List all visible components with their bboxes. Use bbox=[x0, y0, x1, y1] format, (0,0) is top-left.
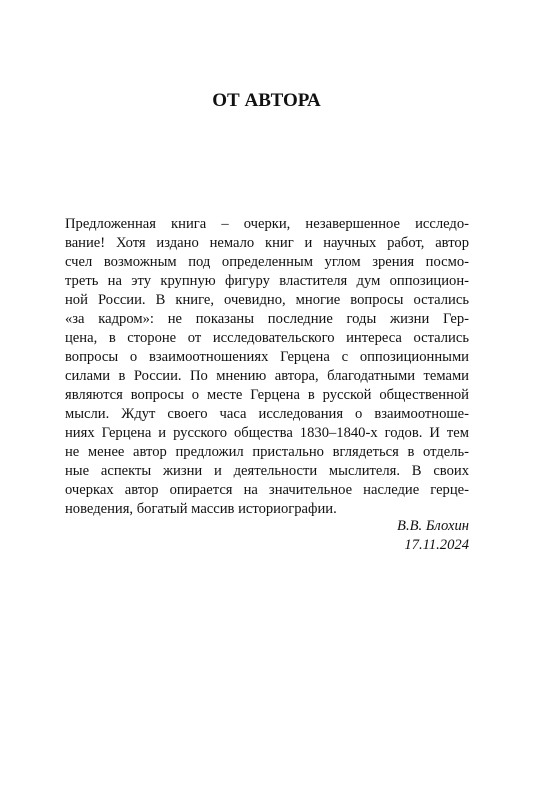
paragraph-line: Предложенная книга – очерки, незавершенное исследо- bbox=[65, 216, 469, 232]
paragraph-line: не менее автор предложил пристально вглядеться в отдель- bbox=[65, 444, 469, 460]
paragraph-line: вание! Хотя издано немало книг и научных работ, автор bbox=[65, 235, 469, 251]
preface-paragraph bbox=[65, 215, 469, 519]
author-name: В.В. Блохин bbox=[397, 518, 469, 534]
paragraph-line: ные аспекты жизни и деятельности мыслителя. В своих bbox=[65, 463, 469, 479]
paragraph-line: вопросы о взаимоотношениях Герцена с оппозиционными bbox=[65, 349, 469, 365]
paragraph-line: очерках автор опирается на значительное наследие герце- bbox=[65, 482, 469, 498]
author-signature bbox=[65, 517, 469, 555]
page-title: ОТ АВТОРА bbox=[212, 90, 321, 111]
paragraph-line: «за кадром»: не показаны последние годы жизни Гер- bbox=[65, 311, 469, 327]
paragraph-line-last: новедения, богатый массив историографии. bbox=[65, 501, 337, 517]
paragraph-line: мысли. Ждут своего часа исследования о взаимоотноше- bbox=[65, 406, 469, 422]
paragraph-line: являются вопросы о месте Герцена в русской общественной bbox=[65, 387, 469, 403]
paragraph-line: ной России. В книге, очевидно, многие вопросы остались bbox=[65, 292, 469, 308]
paragraph-line: счел возможным под определенным углом зрения посмо- bbox=[65, 254, 469, 270]
paragraph-line: треть на эту крупную фигуру властителя дум оппозицион- bbox=[65, 273, 469, 289]
paragraph-line: силами в России. По мнению автора, благодатными темами bbox=[65, 368, 469, 384]
signature-date: 17.11.2024 bbox=[404, 537, 469, 553]
paragraph-line: ниях Герцена и русского общества 1830–1840-х годов. И тем bbox=[65, 425, 469, 441]
paragraph-line: цена, в стороне от исследовательского интереса остались bbox=[65, 330, 469, 346]
